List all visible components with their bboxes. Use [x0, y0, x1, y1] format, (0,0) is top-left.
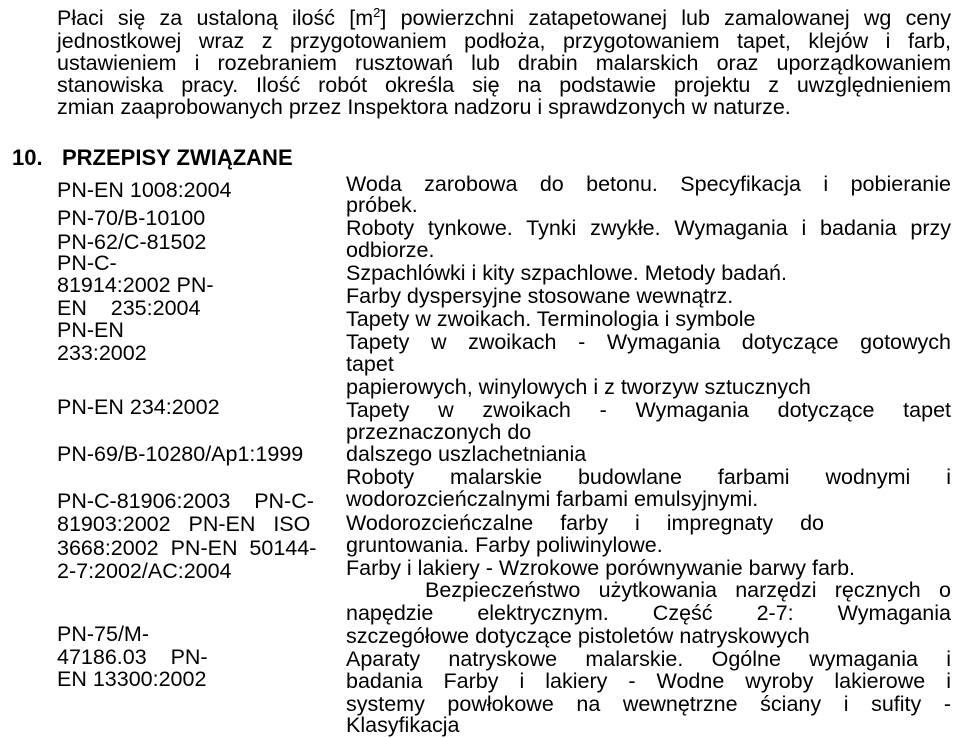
standard-code: PN-C-81906:2003 PN-C-: [57, 489, 314, 513]
standard-title: Roboty tynkowe. Tynki zwykłe. Wymagania i badania przy: [346, 216, 951, 240]
standard-title: gruntowania. Farby poliwinylowe.: [346, 533, 663, 557]
standard-title: Farby i lakiery - Wzrokowe porównywanie barwy farb.: [346, 556, 855, 580]
standard-code: PN-69/B-10280/Ap1:1999: [57, 442, 304, 466]
standard-code: 2-7:2002/AC:2004: [57, 559, 232, 583]
standard-code: 233:2002: [57, 341, 147, 365]
superscript: 2: [373, 5, 381, 20]
standard-title: wodorozcieńczalnymi farbami emulsyjnymi.: [346, 487, 759, 511]
standard-title: Tapety w zwoikach. Terminologia i symbole: [346, 307, 756, 331]
standard-title: Bezpieczeństwo użytkowania narzędzi ręcznych o: [425, 578, 951, 602]
standard-code: 3668:2002 PN-EN 50144-: [57, 536, 317, 560]
intro-line: ustawieniem i rozebraniem rusztowań lub drabin malarskich oraz uporządkowaniem: [57, 51, 951, 75]
standard-title: próbek.: [346, 193, 418, 217]
standard-title: Szpachlówki i kity szpachlowe. Metody badań.: [346, 261, 787, 285]
standard-code: PN-75/M-: [57, 622, 149, 646]
standard-title: dalszego uszlachetniania: [346, 442, 587, 466]
section-title: PRZEPISY ZWIĄZANE: [62, 145, 293, 170]
standard-title: Tapety w zwoikach - Wymagania dotyczące tapet: [346, 398, 951, 422]
standard-title: szczegółowe dotyczące pistoletów natryskowych: [346, 624, 810, 648]
standard-code: 81914:2002 PN-: [57, 273, 214, 297]
standard-code: PN-C-: [57, 251, 117, 275]
standard-code: 81903:2002 PN-EN ISO: [57, 512, 311, 536]
standard-title: systemy powłokowe na wewnętrzne ściany i sufity -: [346, 692, 951, 716]
standard-title: Aparaty natryskowe malarskie. Ogólne wymagania i: [346, 647, 951, 671]
intro-line: Płaci się za ustaloną ilość $[m^2]$ powierzchni zatapetowanej lub zamalowanej wg ceny: [57, 5, 951, 30]
section-number: 10.: [12, 145, 43, 170]
intro-line: stanowiska pracy. Ilość robót określa się na podstawie projektu z uwzględnieniem: [57, 73, 951, 97]
standard-title: odbiorze.: [346, 238, 435, 262]
standard-code: EN 235:2004: [57, 296, 201, 320]
standard-title: przeznaczonych do: [346, 420, 532, 444]
standard-code: PN-EN 1008:2004: [57, 178, 232, 202]
standard-title: Farby dyspersyjne stosowane wewnątrz.: [346, 284, 734, 308]
standard-code: PN-EN 234:2002: [57, 395, 220, 419]
standard-title: papierowych, winylowych i z tworzyw sztucznych: [346, 375, 811, 399]
standard-code: EN 13300:2002: [57, 667, 207, 691]
standard-title: Woda zarobowa do betonu. Specyfikacja i pobieranie: [346, 172, 951, 196]
standard-title: Wodorozcieńczalne farby i impregnaty do: [346, 511, 824, 535]
standard-title: tapet: [346, 352, 394, 376]
standard-title: Tapety w zwoikach - Wymagania dotyczące gotowych: [346, 330, 951, 354]
intro-line: zmian zaaprobowanych przez Inspektora nadzoru i sprawdzonych w naturze.: [57, 95, 791, 119]
standard-title: Roboty malarskie budowlane farbami wodnymi i: [346, 465, 951, 489]
standard-title: Klasyfikacja: [346, 713, 460, 737]
standard-title: badania Farby i lakiery - Wodne wyroby lakierowe i: [346, 669, 951, 693]
standard-code: PN-62/C-81502: [57, 230, 207, 254]
intro-line: jednostkowej wraz z przygotowaniem podłoża, przygotowaniem tapet, klejów i farb,: [57, 29, 951, 53]
standard-code: PN-EN: [57, 318, 124, 342]
standard-code: PN-70/B-10100: [57, 206, 206, 230]
standard-code: 47186.03 PN-: [57, 645, 208, 669]
standard-title: napędzie elektrycznym. Część 2-7: Wymagania: [346, 601, 951, 625]
